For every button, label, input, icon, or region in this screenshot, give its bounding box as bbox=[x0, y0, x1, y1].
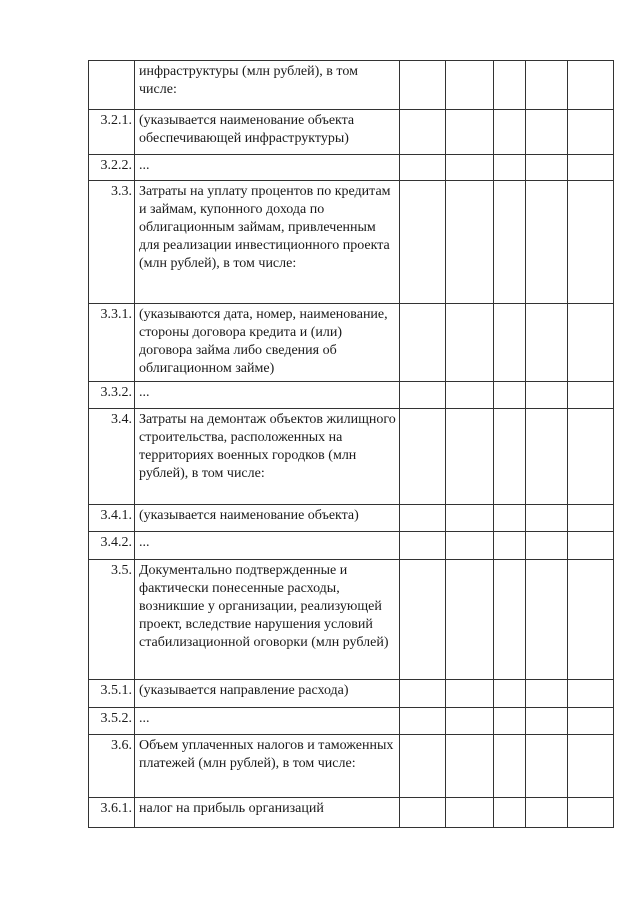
value-cell bbox=[400, 560, 446, 680]
value-cell bbox=[526, 61, 568, 110]
table-row bbox=[89, 110, 614, 155]
value-cell bbox=[446, 181, 494, 304]
value-cell bbox=[568, 155, 614, 181]
row-description bbox=[135, 680, 400, 708]
row-description-text: ... bbox=[139, 711, 150, 726]
table-row bbox=[89, 708, 614, 735]
value-cell bbox=[526, 680, 568, 708]
value-cell bbox=[526, 505, 568, 532]
value-cell bbox=[568, 409, 614, 505]
row-description-text: Затраты на демонтаж объектов жилищного строительства, расположенных на территориях военных городков (млн рублей), в том числе: bbox=[139, 412, 396, 481]
value-cell bbox=[446, 798, 494, 828]
row-number-text: 3.5.1. bbox=[100, 683, 132, 698]
value-cell bbox=[494, 181, 526, 304]
value-cell bbox=[494, 798, 526, 828]
table-row bbox=[89, 505, 614, 532]
value-cell bbox=[494, 382, 526, 409]
table-row bbox=[89, 409, 614, 505]
value-cell bbox=[446, 382, 494, 409]
row-number bbox=[89, 708, 135, 735]
row-description bbox=[135, 409, 400, 505]
row-number bbox=[89, 61, 135, 110]
row-description bbox=[135, 110, 400, 155]
row-number-text: 3.3. bbox=[111, 184, 132, 199]
value-cell bbox=[526, 181, 568, 304]
row-number bbox=[89, 735, 135, 798]
row-number-text bbox=[89, 61, 132, 63]
value-cell bbox=[446, 735, 494, 798]
row-description-text: Объем уплаченных налогов и таможенных платежей (млн рублей), в том числе: bbox=[139, 738, 394, 771]
value-cell bbox=[446, 155, 494, 181]
row-number bbox=[89, 409, 135, 505]
row-description-text: ... bbox=[139, 385, 150, 400]
value-cell bbox=[526, 304, 568, 382]
value-cell bbox=[494, 532, 526, 560]
row-description-text: (указываются дата, номер, наименование, стороны договора кредита и (или) договора займа либо сведения об облигационном займе) bbox=[139, 307, 388, 376]
value-cell bbox=[568, 560, 614, 680]
row-number bbox=[89, 110, 135, 155]
value-cell bbox=[446, 708, 494, 735]
value-cell bbox=[494, 61, 526, 110]
table-row bbox=[89, 735, 614, 798]
value-cell bbox=[568, 304, 614, 382]
row-description-text: ... bbox=[139, 535, 150, 550]
value-cell bbox=[526, 155, 568, 181]
value-cell bbox=[568, 735, 614, 798]
row-number-text: 3.4.2. bbox=[100, 535, 132, 550]
table-row bbox=[89, 382, 614, 409]
row-number-text: 3.3.1. bbox=[100, 307, 132, 322]
value-cell bbox=[400, 181, 446, 304]
row-description-text: Документально подтвержденные и фактически понесенные расходы, возникшие у организации, реализующей проект, вследствие нарушения условий стабилизационной оговорки (млн рублей) bbox=[139, 563, 389, 650]
value-cell bbox=[494, 155, 526, 181]
value-cell bbox=[568, 382, 614, 409]
row-number-text: 3.5.2. bbox=[100, 711, 132, 726]
row-description-text: (указывается наименование объекта обеспечивающей инфраструктуры) bbox=[139, 113, 355, 146]
value-cell bbox=[400, 409, 446, 505]
table-row bbox=[89, 61, 614, 110]
value-cell bbox=[400, 505, 446, 532]
value-cell bbox=[400, 304, 446, 382]
value-cell bbox=[526, 382, 568, 409]
table-row bbox=[89, 798, 614, 828]
row-number bbox=[89, 304, 135, 382]
value-cell bbox=[568, 798, 614, 828]
row-number bbox=[89, 155, 135, 181]
value-cell bbox=[568, 708, 614, 735]
value-cell bbox=[400, 735, 446, 798]
row-description-text: ... bbox=[139, 158, 150, 173]
value-cell bbox=[446, 409, 494, 505]
value-cell bbox=[400, 680, 446, 708]
value-cell bbox=[400, 708, 446, 735]
row-description bbox=[135, 61, 400, 110]
row-number-text: 3.5. bbox=[111, 563, 132, 578]
value-cell bbox=[526, 532, 568, 560]
row-number-text: 3.2.2. bbox=[100, 158, 132, 173]
value-cell bbox=[568, 505, 614, 532]
value-cell bbox=[400, 532, 446, 560]
row-number-text: 3.6.1. bbox=[100, 801, 132, 816]
value-cell bbox=[446, 532, 494, 560]
row-description bbox=[135, 382, 400, 409]
table-row bbox=[89, 155, 614, 181]
row-description bbox=[135, 304, 400, 382]
row-description-text: (указывается наименование объекта) bbox=[139, 508, 359, 523]
row-number-text: 3.6. bbox=[111, 738, 132, 753]
value-cell bbox=[526, 708, 568, 735]
row-description bbox=[135, 708, 400, 735]
value-cell bbox=[568, 61, 614, 110]
row-number-text: 3.4.1. bbox=[100, 508, 132, 523]
value-cell bbox=[494, 708, 526, 735]
row-number bbox=[89, 382, 135, 409]
row-description bbox=[135, 735, 400, 798]
row-number bbox=[89, 505, 135, 532]
value-cell bbox=[400, 155, 446, 181]
row-number bbox=[89, 532, 135, 560]
value-cell bbox=[494, 409, 526, 505]
row-number bbox=[89, 798, 135, 828]
row-number-text: 3.3.2. bbox=[100, 385, 132, 400]
value-cell bbox=[568, 181, 614, 304]
row-description-text: Затраты на уплату процентов по кредитам и займам, купонного дохода по облигационным займам, привлеченным для реализации инвестиционного проекта (млн рублей), в том числе: bbox=[139, 184, 391, 271]
row-description-text: инфраструктуры (млн рублей), в том числе: bbox=[139, 64, 358, 97]
value-cell bbox=[526, 110, 568, 155]
row-description bbox=[135, 181, 400, 304]
row-description bbox=[135, 798, 400, 828]
value-cell bbox=[568, 680, 614, 708]
row-number bbox=[89, 181, 135, 304]
value-cell bbox=[400, 798, 446, 828]
value-cell bbox=[494, 560, 526, 680]
value-cell bbox=[568, 532, 614, 560]
row-description-text: налог на прибыль организаций bbox=[139, 801, 324, 816]
row-number bbox=[89, 560, 135, 680]
table-row bbox=[89, 181, 614, 304]
table-row bbox=[89, 532, 614, 560]
value-cell bbox=[494, 735, 526, 798]
value-cell bbox=[446, 110, 494, 155]
row-description bbox=[135, 560, 400, 680]
value-cell bbox=[526, 409, 568, 505]
row-number bbox=[89, 680, 135, 708]
value-cell bbox=[446, 304, 494, 382]
row-description bbox=[135, 155, 400, 181]
value-cell bbox=[494, 680, 526, 708]
value-cell bbox=[446, 680, 494, 708]
value-cell bbox=[400, 61, 446, 110]
value-cell bbox=[494, 505, 526, 532]
value-cell bbox=[526, 798, 568, 828]
table-row bbox=[89, 680, 614, 708]
row-description bbox=[135, 505, 400, 532]
value-cell bbox=[526, 560, 568, 680]
value-cell bbox=[400, 382, 446, 409]
value-cell bbox=[494, 304, 526, 382]
row-description bbox=[135, 532, 400, 560]
row-number-text: 3.2.1. bbox=[100, 113, 132, 128]
value-cell bbox=[446, 61, 494, 110]
table-row bbox=[89, 560, 614, 680]
value-cell bbox=[400, 110, 446, 155]
row-description-text: (указывается направление расхода) bbox=[139, 683, 349, 698]
expenses-table bbox=[88, 60, 614, 828]
value-cell bbox=[446, 505, 494, 532]
value-cell bbox=[526, 735, 568, 798]
value-cell bbox=[446, 560, 494, 680]
value-cell bbox=[494, 110, 526, 155]
value-cell bbox=[568, 110, 614, 155]
table-row bbox=[89, 304, 614, 382]
row-number-text: 3.4. bbox=[111, 412, 132, 427]
